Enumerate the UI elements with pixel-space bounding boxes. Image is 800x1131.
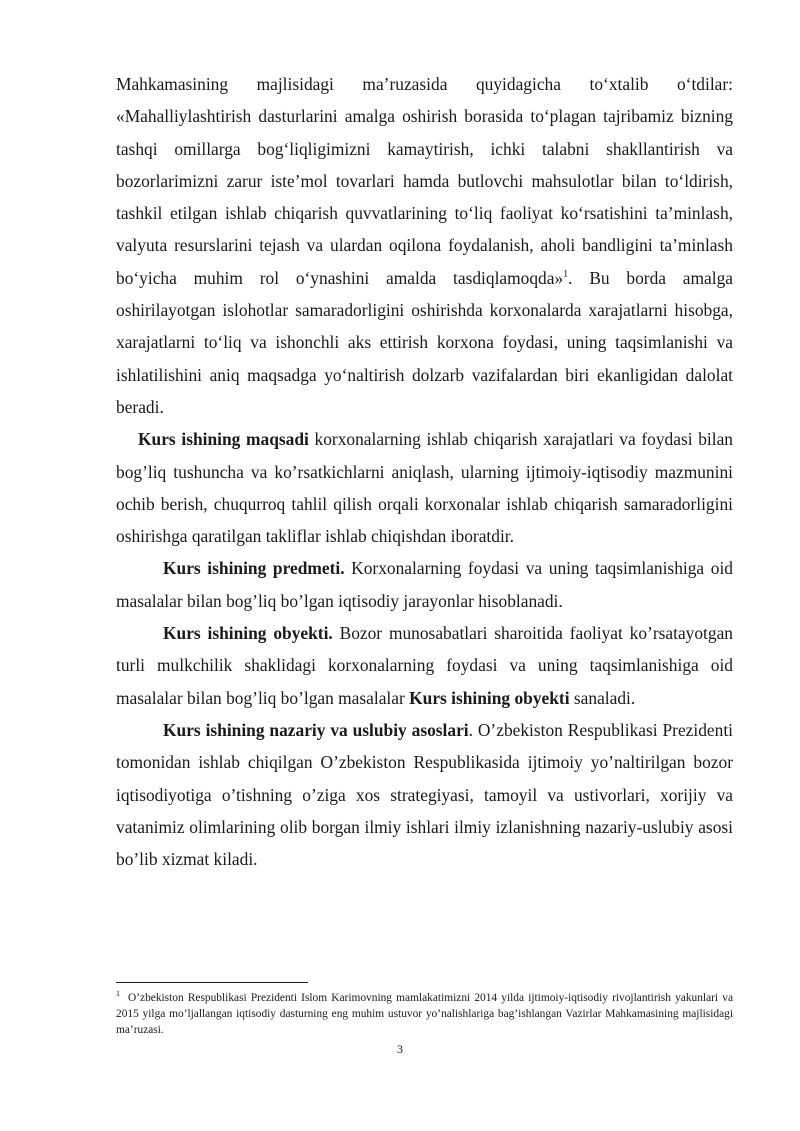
subject-text: Korxonalarning foydasi va uning taqsimlanishiga oid masalalar bilan bog’liq bo’lgan iqtisodiy jarayonlar hisoblanadi. (116, 558, 733, 611)
subject-heading: Kurs ishining predmeti. (163, 558, 345, 579)
goal-text: korxonalarning ishlab chiqarish xarajatlari va foydasi bilan bog’liq tushuncha va ko’rsatkichlarni aniqlash, ularning ijtimoiy-iqtisodiy mazmunini ochib berish, chuqurroq tahlil qilish orqali korxonalar ishlab chiqarish samaradorligini oshirishga qaratilgan takliflar ishlab chiqishdan iboratdir. (116, 429, 733, 547)
footnote-number: 1 (116, 989, 120, 999)
paragraph-methodology (116, 714, 733, 875)
object-heading: Kurs ishining obyekti. (163, 623, 333, 644)
methodology-heading: Kurs ishining nazariy va uslubiy asoslari (163, 719, 469, 740)
footnote (116, 990, 733, 1038)
object-text-end: sanaladi. (569, 687, 636, 708)
paragraph-subject (116, 552, 733, 617)
object-text: Bozor munosabatlari sharoitida faoliyat ko’rsatayotgan turli mulkchilik shaklidagi korxonalarning foydasi va uning taqsimlanishiga oid masalalar bilan bog’liq bo’lgan masalalar (116, 623, 734, 708)
goal-heading: Kurs ishining maqsadi (138, 429, 309, 450)
footnote-reference: 1 (563, 268, 569, 280)
footnote-separator (116, 982, 308, 983)
paragraph-intro-text-cont: . Bu borda amalga oshirilayotgan islohotlar samaradorligini oshirishda korxonalarda xarajatlarni hisobga, xarajatlarni to‘liq va ishonchli aks ettirish korxona foydasi, uning taqsimlanishi va ishlatilishini aniq maqsadga yo‘naltirish dolzarb vazifalardan biri ekanligidan dalolat beradi. (116, 267, 734, 417)
paragraph-goal (116, 423, 733, 552)
page-number: 3 (397, 1042, 403, 1056)
object-heading-inline: Kurs ishining obyekti (409, 687, 570, 708)
footnote-text: O’zbekiston Respublikasi Prezidenti Islom Karimovning mamlakatimizni 2014 yilda ijtimoiy-iqtisodiy rivojlantirish yakunlari va 2015 yilga mo’ljallangan iqtisodiy dasturning eng muhim ustuvor yo’nalishlariga bag’ishlangan Vazirlar Mahkamasining majlisidagi ma’ruzasi. (116, 992, 733, 1036)
body-text (116, 68, 733, 875)
paragraph-intro (116, 68, 733, 423)
paragraph-object (116, 617, 733, 714)
paragraph-intro-text: Mahkamasining majlisidagi ma’ruzasida quyidagicha to‘xtalib o‘tdilar: «Mahalliylashtirish dasturlarini amalga oshirish borasida to‘plagan tajribamiz bizning tashqi omillarga bog‘liqligimizni kamaytirish, ichki talabni shakllantirish va bozorlarimizni zarur iste’mol tovarlari hamda butlovchi mahsulotlar bilan to‘ldirish, tashkil etilgan ishlab chiqarish quvvatlarining to‘liq faoliyat ko‘rsatishini ta’minlash, valyuta resurslarini tejash va ulardan oqilona foydalanish, aholi bandligini ta’minlash bo‘yicha muhim rol o‘ynashini amalda tasdiqlamoqda» (116, 74, 733, 288)
methodology-text: . O’zbekiston Respublikasi Prezidenti tomonidan ishlab chiqilgan O’zbekiston Respublikasida ijtimoiy yo’naltirilgan bozor iqtisodiyotiga o’tishning o’ziga xos strategiyasi, tamoyil va ustivorlari, xorijiy va vatanimiz olimlarining olib borgan ilmiy ishlari ilmiy izlanishning nazariy-uslubiy asosi bo’lib xizmat kiladi. (116, 719, 733, 870)
